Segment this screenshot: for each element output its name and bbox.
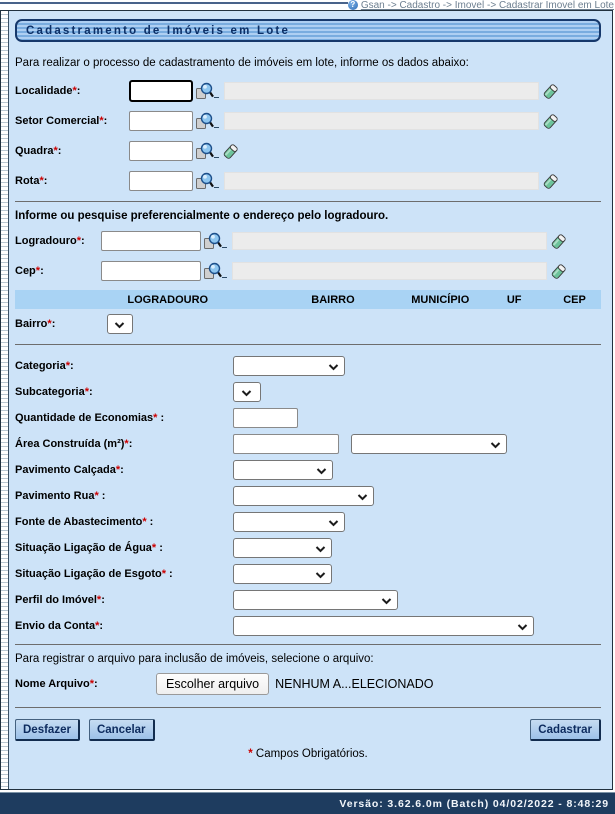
rota-row <box>15 166 601 196</box>
area-construida-faixa-select[interactable] <box>351 434 507 454</box>
logradouro-description-field <box>232 232 547 250</box>
cadastrar-button[interactable]: Cadastrar <box>530 719 601 741</box>
pavimento-calcada-select[interactable] <box>233 460 333 480</box>
localidade-input[interactable] <box>129 80 193 102</box>
localidade-row <box>15 76 601 106</box>
quadra-label: Quadra*: <box>15 145 62 157</box>
help-icon[interactable]: ? <box>348 0 358 10</box>
search-link-underline <box>214 85 219 98</box>
quantidade-economias-input[interactable] <box>233 408 298 428</box>
quadra-search-icon[interactable] <box>196 142 214 160</box>
setor-comercial-eraser-icon[interactable] <box>542 113 559 130</box>
table-header-logradouro: LOGRADOURO <box>127 293 209 306</box>
subcategoria-label: Subcategoria*: <box>15 386 93 398</box>
file-status-text: NENHUM A...ELECIONADO <box>275 677 434 691</box>
rota-input[interactable] <box>129 171 193 191</box>
search-link-underline <box>214 145 219 158</box>
action-button-bar <box>15 719 601 741</box>
cep-eraser-icon[interactable] <box>550 263 567 280</box>
search-link-underline <box>214 175 219 188</box>
area-construida-row <box>15 431 601 457</box>
quadra-eraser-icon[interactable] <box>222 143 239 160</box>
fonte-abastecimento-label: Fonte de Abastecimento* : <box>15 516 154 528</box>
endereco-intro-text: Informe ou pesquise preferencialmente o endereço pelo logradouro. <box>15 210 389 222</box>
subcategoria-select[interactable] <box>233 382 261 402</box>
page-title: Cadastramento de Imóveis em Lote <box>26 24 291 37</box>
logradouro-eraser-icon[interactable] <box>550 233 567 250</box>
envio-conta-label: Envio da Conta*: <box>15 620 104 632</box>
fonte-abastecimento-row <box>15 509 601 535</box>
desfazer-button[interactable]: Desfazer <box>15 719 80 741</box>
nome-arquivo-label: Nome Arquivo*: <box>15 678 98 690</box>
situacao-agua-select[interactable] <box>233 538 332 558</box>
pavimento-calcada-row <box>15 457 601 483</box>
logradouro-input[interactable] <box>101 231 201 251</box>
rota-eraser-icon[interactable] <box>542 173 559 190</box>
situacao-esgoto-row <box>15 561 601 587</box>
search-link-underline <box>214 115 219 128</box>
logradouro-label: Logradouro*: <box>15 235 85 247</box>
situacao-esgoto-label: Situação Ligação de Esgoto* : <box>15 568 173 580</box>
perfil-imovel-label: Perfil do Imóvel*: <box>15 594 105 606</box>
envio-conta-row <box>15 613 601 639</box>
area-construida-label: Área Construída (m²)*: <box>15 438 133 450</box>
version-text: Versão: 3.62.6.0m (Batch) 04/02/2022 - 8:48:29 <box>339 797 609 810</box>
setor-comercial-label: Setor Comercial*: <box>15 115 108 127</box>
quantidade-economias-row <box>15 405 601 431</box>
quantidade-economias-label: Quantidade de Economias* : <box>15 412 165 424</box>
localidade-description-field <box>224 82 539 100</box>
setor-comercial-input[interactable] <box>129 111 193 131</box>
cep-label: Cep*: <box>15 265 44 277</box>
quadra-row <box>15 136 601 166</box>
pavimento-rua-label: Pavimento Rua* : <box>15 490 106 502</box>
categoria-select[interactable] <box>233 356 345 376</box>
pavimento-calcada-label: Pavimento Calçada*: <box>15 464 124 476</box>
pavimento-rua-row <box>15 483 601 509</box>
setor-comercial-search-icon[interactable] <box>196 112 214 130</box>
rota-description-field <box>224 172 539 190</box>
localidade-search-icon[interactable] <box>196 82 214 100</box>
subcategoria-row <box>15 379 601 405</box>
quadra-input[interactable] <box>129 141 193 161</box>
table-header-cep: CEP <box>563 293 586 306</box>
localidade-eraser-icon[interactable] <box>542 83 559 100</box>
categoria-row <box>15 353 601 379</box>
bairro-select[interactable] <box>107 314 133 334</box>
section-divider <box>15 644 601 645</box>
page-title-bar <box>15 19 601 42</box>
top-strip <box>0 0 615 10</box>
search-link-underline <box>222 265 227 278</box>
setor-comercial-row <box>15 106 601 136</box>
situacao-esgoto-select[interactable] <box>233 564 332 584</box>
table-header-uf: UF <box>506 293 522 306</box>
main-frame <box>0 10 613 790</box>
rota-label: Rota*: <box>15 175 48 187</box>
categoria-label: Categoria*: <box>15 360 74 372</box>
perfil-imovel-row <box>15 587 601 613</box>
section-divider <box>15 201 601 202</box>
cep-row <box>15 256 601 286</box>
ruled-edge-decoration <box>1 11 9 789</box>
lote-intro-text: Para realizar o processo de cadastramento de imóveis em lote, informe os dados abaixo: <box>15 57 469 69</box>
bairro-label: Bairro*: <box>15 318 56 330</box>
situacao-agua-label: Situação Ligação de Água* : <box>15 542 163 554</box>
arquivo-intro-text: Para registrar o arquivo para inclusão de imóveis, selecione o arquivo: <box>15 653 374 665</box>
search-link-underline <box>222 235 227 248</box>
section-divider <box>15 344 601 345</box>
area-construida-input[interactable] <box>233 434 339 454</box>
section-divider <box>15 707 601 708</box>
setor-comercial-description-field <box>224 112 539 130</box>
bairro-row <box>15 309 601 339</box>
perfil-imovel-select[interactable] <box>233 590 398 610</box>
cep-input[interactable] <box>101 261 201 281</box>
version-footer-bar <box>0 792 615 814</box>
table-header-municipio: MUNICÍPIO <box>411 293 470 306</box>
breadcrumb[interactable]: Gsan -> Cadastro -> Imovel -> Cadastrar Imovel em Lote <box>360 0 614 11</box>
endereco-table-header <box>15 290 601 309</box>
situacao-agua-row <box>15 535 601 561</box>
localidade-label: Localidade*: <box>15 85 81 97</box>
required-fields-note: * Campos Obrigatórios. <box>248 748 368 760</box>
nome-arquivo-row <box>15 669 601 699</box>
cep-description-field <box>232 262 547 280</box>
rota-search-icon[interactable] <box>196 172 214 190</box>
cep-search-icon[interactable] <box>204 262 222 280</box>
table-header-bairro: BAIRRO <box>311 293 355 306</box>
cancelar-button[interactable]: Cancelar <box>89 719 155 741</box>
escolher-arquivo-button[interactable]: Escolher arquivo <box>156 673 269 695</box>
envio-conta-select[interactable] <box>233 616 534 636</box>
top-divider-line <box>0 2 348 4</box>
fonte-abastecimento-select[interactable] <box>233 512 345 532</box>
logradouro-search-icon[interactable] <box>204 232 222 250</box>
pavimento-rua-select[interactable] <box>233 486 374 506</box>
logradouro-row <box>15 226 601 256</box>
